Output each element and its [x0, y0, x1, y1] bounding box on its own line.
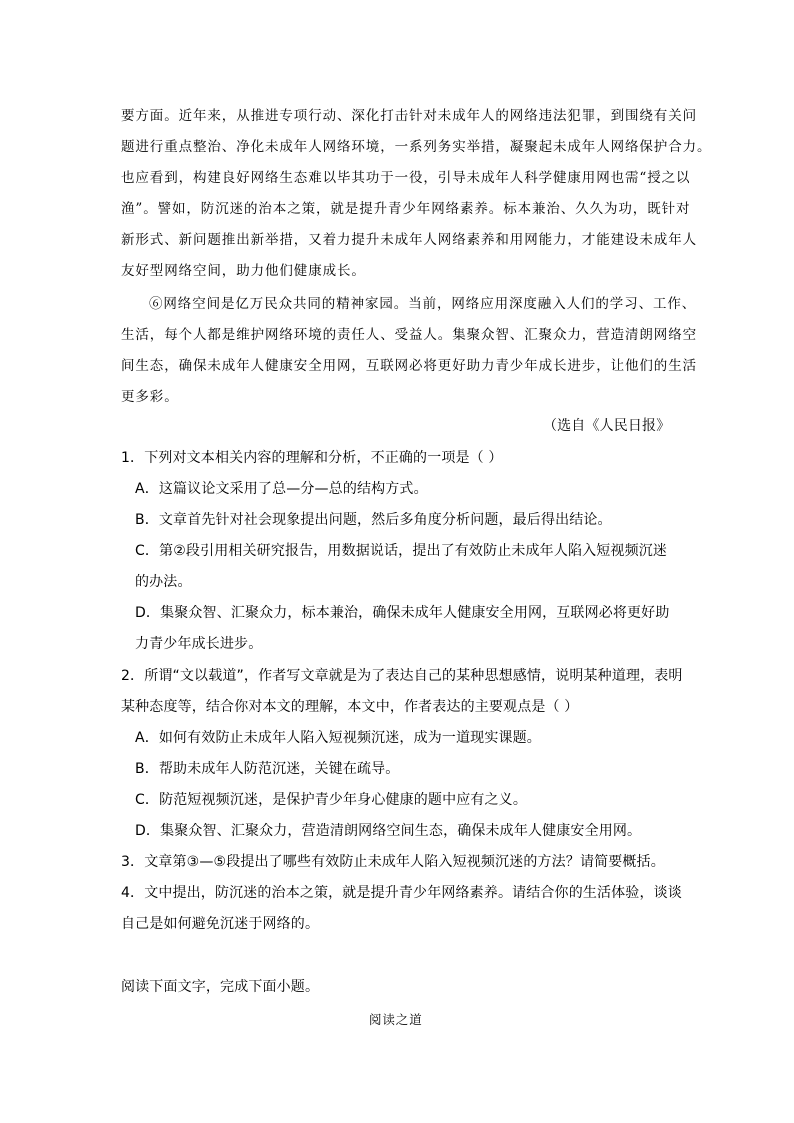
- passage-line-8: 生活，每个人都是维护网络环境的责任人、受益人。集聚众智、汇聚众力，营造清朗网络空: [121, 327, 697, 343]
- question-2-option-a: A．如何有效防止未成年人陷入短视频沉迷，成为一道现实课题。: [135, 730, 541, 746]
- passage-line-10: 更多彩。: [121, 389, 179, 405]
- passage-line-2: 题进行重点整治、净化未成年人网络环境，一系列务实举措，凝聚起未成年人网络保护合力。: [121, 139, 712, 155]
- question-1-stem: 1．下列对文本相关内容的理解和分析，不正确的一项是（ ）: [121, 450, 503, 466]
- question-1-option-b: B．文章首先针对社会现象提出问题，然后多角度分析问题，最后得出结论。: [135, 512, 612, 528]
- question-2-stem: 2．所谓“文以载道”，作者写文章就是为了表达自己的某种思想感情，说明某种道理，表明: [121, 668, 683, 684]
- passage-line-7: ⑥网络空间是亿万民众共同的精神家园。当前，网络应用深度融入人们的学习、工作、: [149, 296, 697, 312]
- passage-source: （选自《人民日报》: [543, 418, 671, 434]
- passage-line-4: 渔”。譬如，防沉迷的治本之策，就是提升青少年网络素养。标本兼治、久久为功，既针对: [121, 201, 691, 217]
- question-1-option-a: A．这篇议论文采用了总—分—总的结构方式。: [135, 481, 428, 497]
- passage-line-1: 要方面。近年来，从推进专项行动、深化打击针对未成年人的网络违法犯罪，到围绕有关问: [121, 108, 697, 124]
- question-1-option-d-cont: 力青少年成长进步。: [135, 636, 263, 652]
- question-2-option-d: D．集聚众智、汇聚众力，营造清朗网络空间生态，确保未成年人健康安全用网。: [135, 823, 642, 839]
- section-title: 阅读之道: [369, 1012, 423, 1027]
- question-2-option-b: B．帮助未成年人防范沉迷，关键在疏导。: [135, 761, 400, 777]
- passage-line-9: 间生态，确保未成年人健康安全用网，互联网必将更好助力青少年成长进步，让他们的生活: [121, 358, 697, 374]
- section-instruction: 阅读下面文字，完成下面小题。: [121, 979, 320, 995]
- question-1-option-d: D．集聚众智、汇聚众力，标本兼治，确保未成年人健康安全用网，互联网必将更好助: [135, 605, 670, 621]
- passage-line-6: 友好型网络空间，助力他们健康成长。: [121, 263, 366, 279]
- question-1-option-c: C．第②段引用相关研究报告，用数据说话，提出了有效防止未成年人陷入短视频沉迷: [135, 543, 668, 559]
- passage-line-3: 也应看到，构建良好网络生态难以毕其功于一役，引导未成年人科学健康用网也需“授之以: [121, 170, 691, 186]
- question-2-stem-cont: 某种态度等，结合你对本文的理解，本文中，作者表达的主要观点是（ ）: [121, 699, 579, 715]
- question-4-cont: 自己是如何避免沉迷于网络的。: [121, 916, 320, 932]
- question-2-option-c: C．防范短视频沉迷，是保护青少年身心健康的题中应有之义。: [135, 792, 527, 808]
- question-3: 3．文章第③—⑤段提出了哪些有效防止未成年人陷入短视频沉迷的方法？请简要概括。: [121, 854, 665, 870]
- question-4: 4．文中提出，防沉迷的治本之策，就是提升青少年网络素养。请结合你的生活体验，谈谈: [121, 885, 682, 901]
- passage-line-5: 新形式、新问题推出新举措，又着力提升未成年人网络素养和用网能力，才能建设未成年人: [121, 232, 697, 248]
- question-1-option-c-cont: 的办法。: [135, 574, 192, 590]
